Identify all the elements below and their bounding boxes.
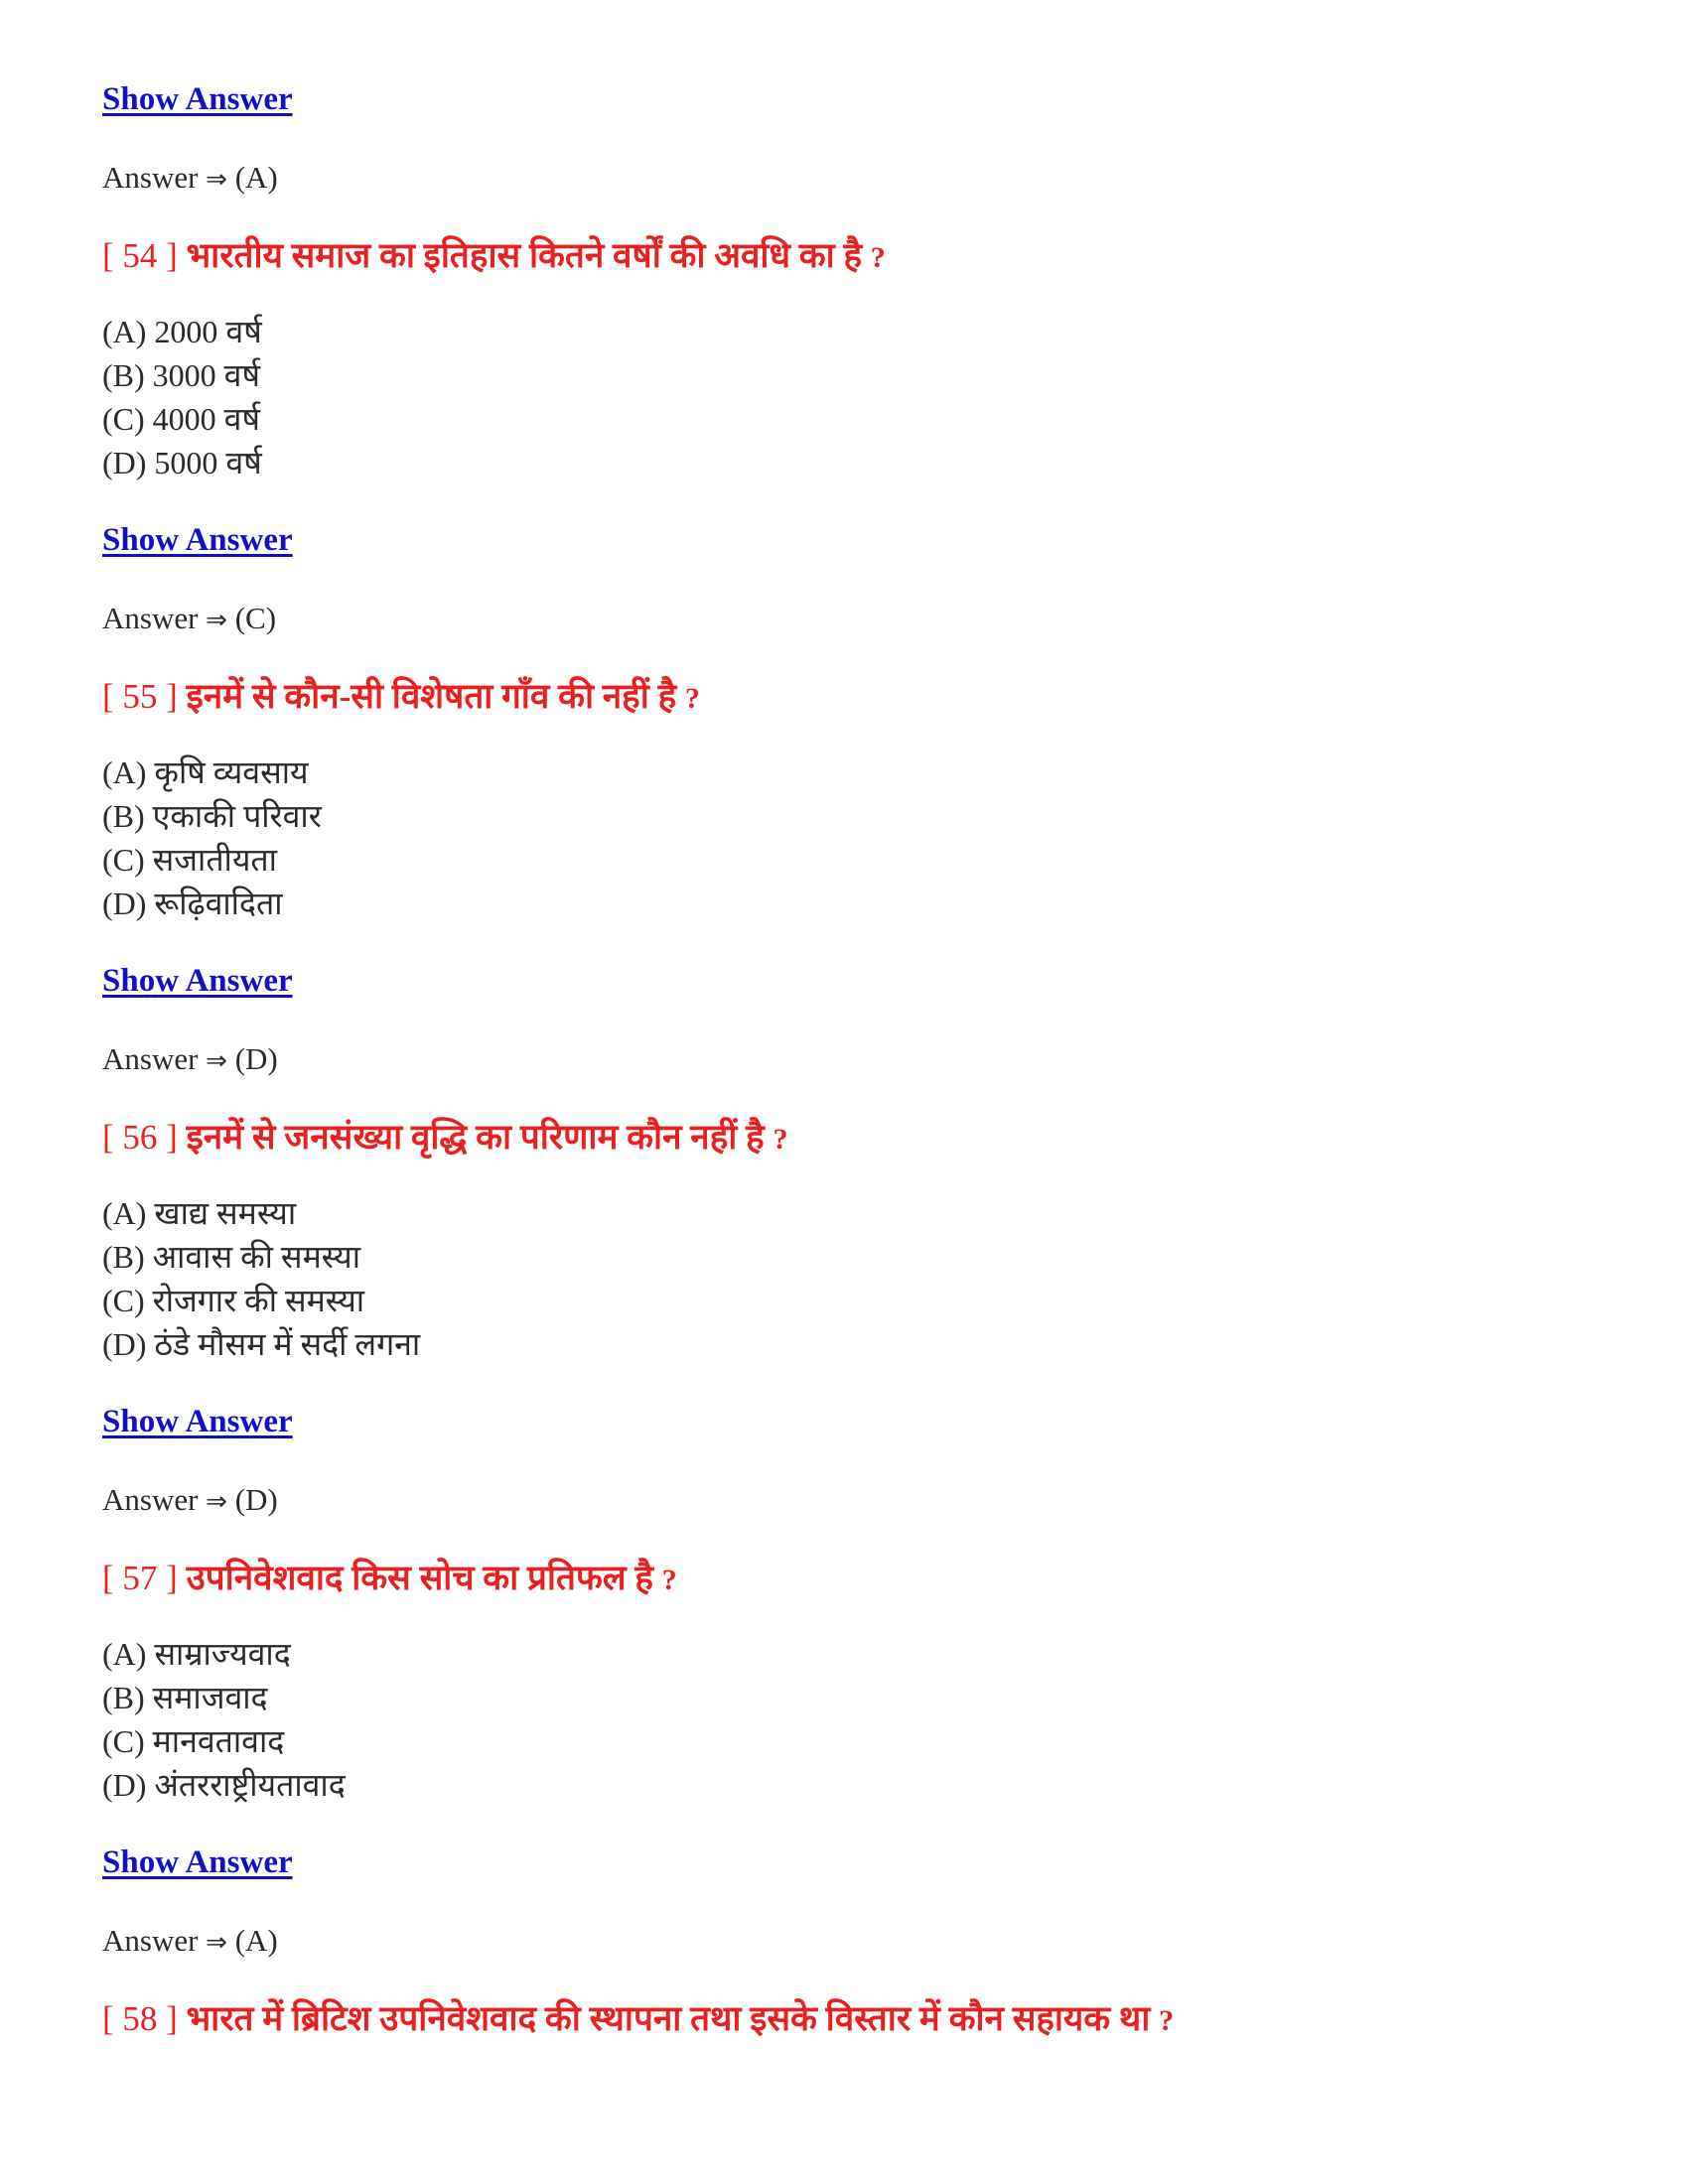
question-number: [ 54 ] xyxy=(102,236,178,275)
options-57 xyxy=(102,1632,1592,1807)
question-number: [ 56 ] xyxy=(102,1118,178,1157)
options-54 xyxy=(102,310,1592,484)
option-a: (A) साम्राज्यवाद xyxy=(102,1636,291,1672)
arrow-icon: ⇒ xyxy=(206,606,227,635)
question-text: इनमें से कौन-सी विशेषता गाँव की नहीं है xyxy=(186,677,677,716)
option-a: (A) कृषि व्यवसाय xyxy=(102,754,309,790)
question-mark: ? xyxy=(773,1123,788,1156)
question-54 xyxy=(102,232,1592,282)
option-a: (A) खाद्य समस्या xyxy=(102,1195,297,1231)
question-57 xyxy=(102,1555,1592,1604)
answer-prefix: Answer xyxy=(102,601,199,635)
answer-letter: (D) xyxy=(234,1482,278,1517)
question-number: [ 55 ] xyxy=(102,677,178,716)
option-d: (D) ठंडे मौसम में सर्दी लगना xyxy=(102,1326,421,1362)
option-c: (C) रोजगार की समस्या xyxy=(102,1283,365,1318)
show-answer-link-55[interactable]: Show Answer xyxy=(102,963,293,999)
option-c: (C) 4000 वर्ष xyxy=(102,401,260,437)
question-number: [ 57 ] xyxy=(102,1559,178,1597)
question-mark: ? xyxy=(1159,2004,1175,2037)
option-b: (B) एकाकी परिवार xyxy=(102,798,322,834)
answer-57 xyxy=(102,1919,1592,1965)
page-content xyxy=(102,77,1592,2045)
show-answer-link-53[interactable]: Show Answer xyxy=(102,81,293,117)
answer-prefix: Answer xyxy=(102,160,199,195)
option-a: (A) 2000 वर्ष xyxy=(102,314,262,349)
arrow-icon: ⇒ xyxy=(206,1928,227,1958)
option-d: (D) अंतरराष्ट्रीयतावाद xyxy=(102,1767,346,1803)
option-b: (B) 3000 वर्ष xyxy=(102,357,260,393)
option-b: (B) समाजवाद xyxy=(102,1680,268,1715)
answer-letter: (C) xyxy=(234,601,277,635)
answer-prefix: Answer xyxy=(102,1041,199,1076)
show-answer-link-54[interactable]: Show Answer xyxy=(102,522,293,558)
answer-prefix: Answer xyxy=(102,1923,199,1958)
arrow-icon: ⇒ xyxy=(206,1487,227,1517)
arrow-icon: ⇒ xyxy=(206,1046,227,1076)
question-text: उपनिवेशवाद किस सोच का प्रतिफल है xyxy=(186,1559,653,1597)
question-mark: ? xyxy=(684,682,700,715)
answer-letter: (A) xyxy=(234,1923,278,1958)
answer-55 xyxy=(102,1037,1592,1083)
question-mark: ? xyxy=(661,1564,677,1596)
answer-53 xyxy=(102,156,1592,202)
question-56 xyxy=(102,1114,1592,1163)
question-mark: ? xyxy=(870,241,886,274)
option-d: (D) 5000 वर्ष xyxy=(102,445,262,480)
show-answer-link-56[interactable]: Show Answer xyxy=(102,1404,293,1439)
answer-54 xyxy=(102,597,1592,642)
question-number: [ 58 ] xyxy=(102,1999,178,2038)
question-text: भारतीय समाज का इतिहास कितने वर्षों की अवधि का है xyxy=(186,236,863,275)
question-text: इनमें से जनसंख्या वृद्धि का परिणाम कौन नहीं है xyxy=(186,1118,765,1157)
answer-prefix: Answer xyxy=(102,1482,199,1517)
answer-letter: (A) xyxy=(234,160,278,195)
question-text: भारत में ब्रिटिश उपनिवेशवाद की स्थापना तथा इसके विस्तार में कौन सहायक था xyxy=(186,1999,1151,2038)
option-c: (C) सजातीयता xyxy=(102,842,277,878)
question-58 xyxy=(102,1995,1592,2045)
option-d: (D) रूढ़िवादिता xyxy=(102,886,283,921)
options-56 xyxy=(102,1191,1592,1366)
show-answer-link-57[interactable]: Show Answer xyxy=(102,1844,293,1880)
option-b: (B) आवास की समस्या xyxy=(102,1239,361,1275)
question-55 xyxy=(102,673,1592,723)
option-c: (C) मानवतावाद xyxy=(102,1723,285,1759)
options-55 xyxy=(102,751,1592,925)
arrow-icon: ⇒ xyxy=(206,165,227,195)
answer-56 xyxy=(102,1478,1592,1524)
answer-letter: (D) xyxy=(234,1041,278,1076)
